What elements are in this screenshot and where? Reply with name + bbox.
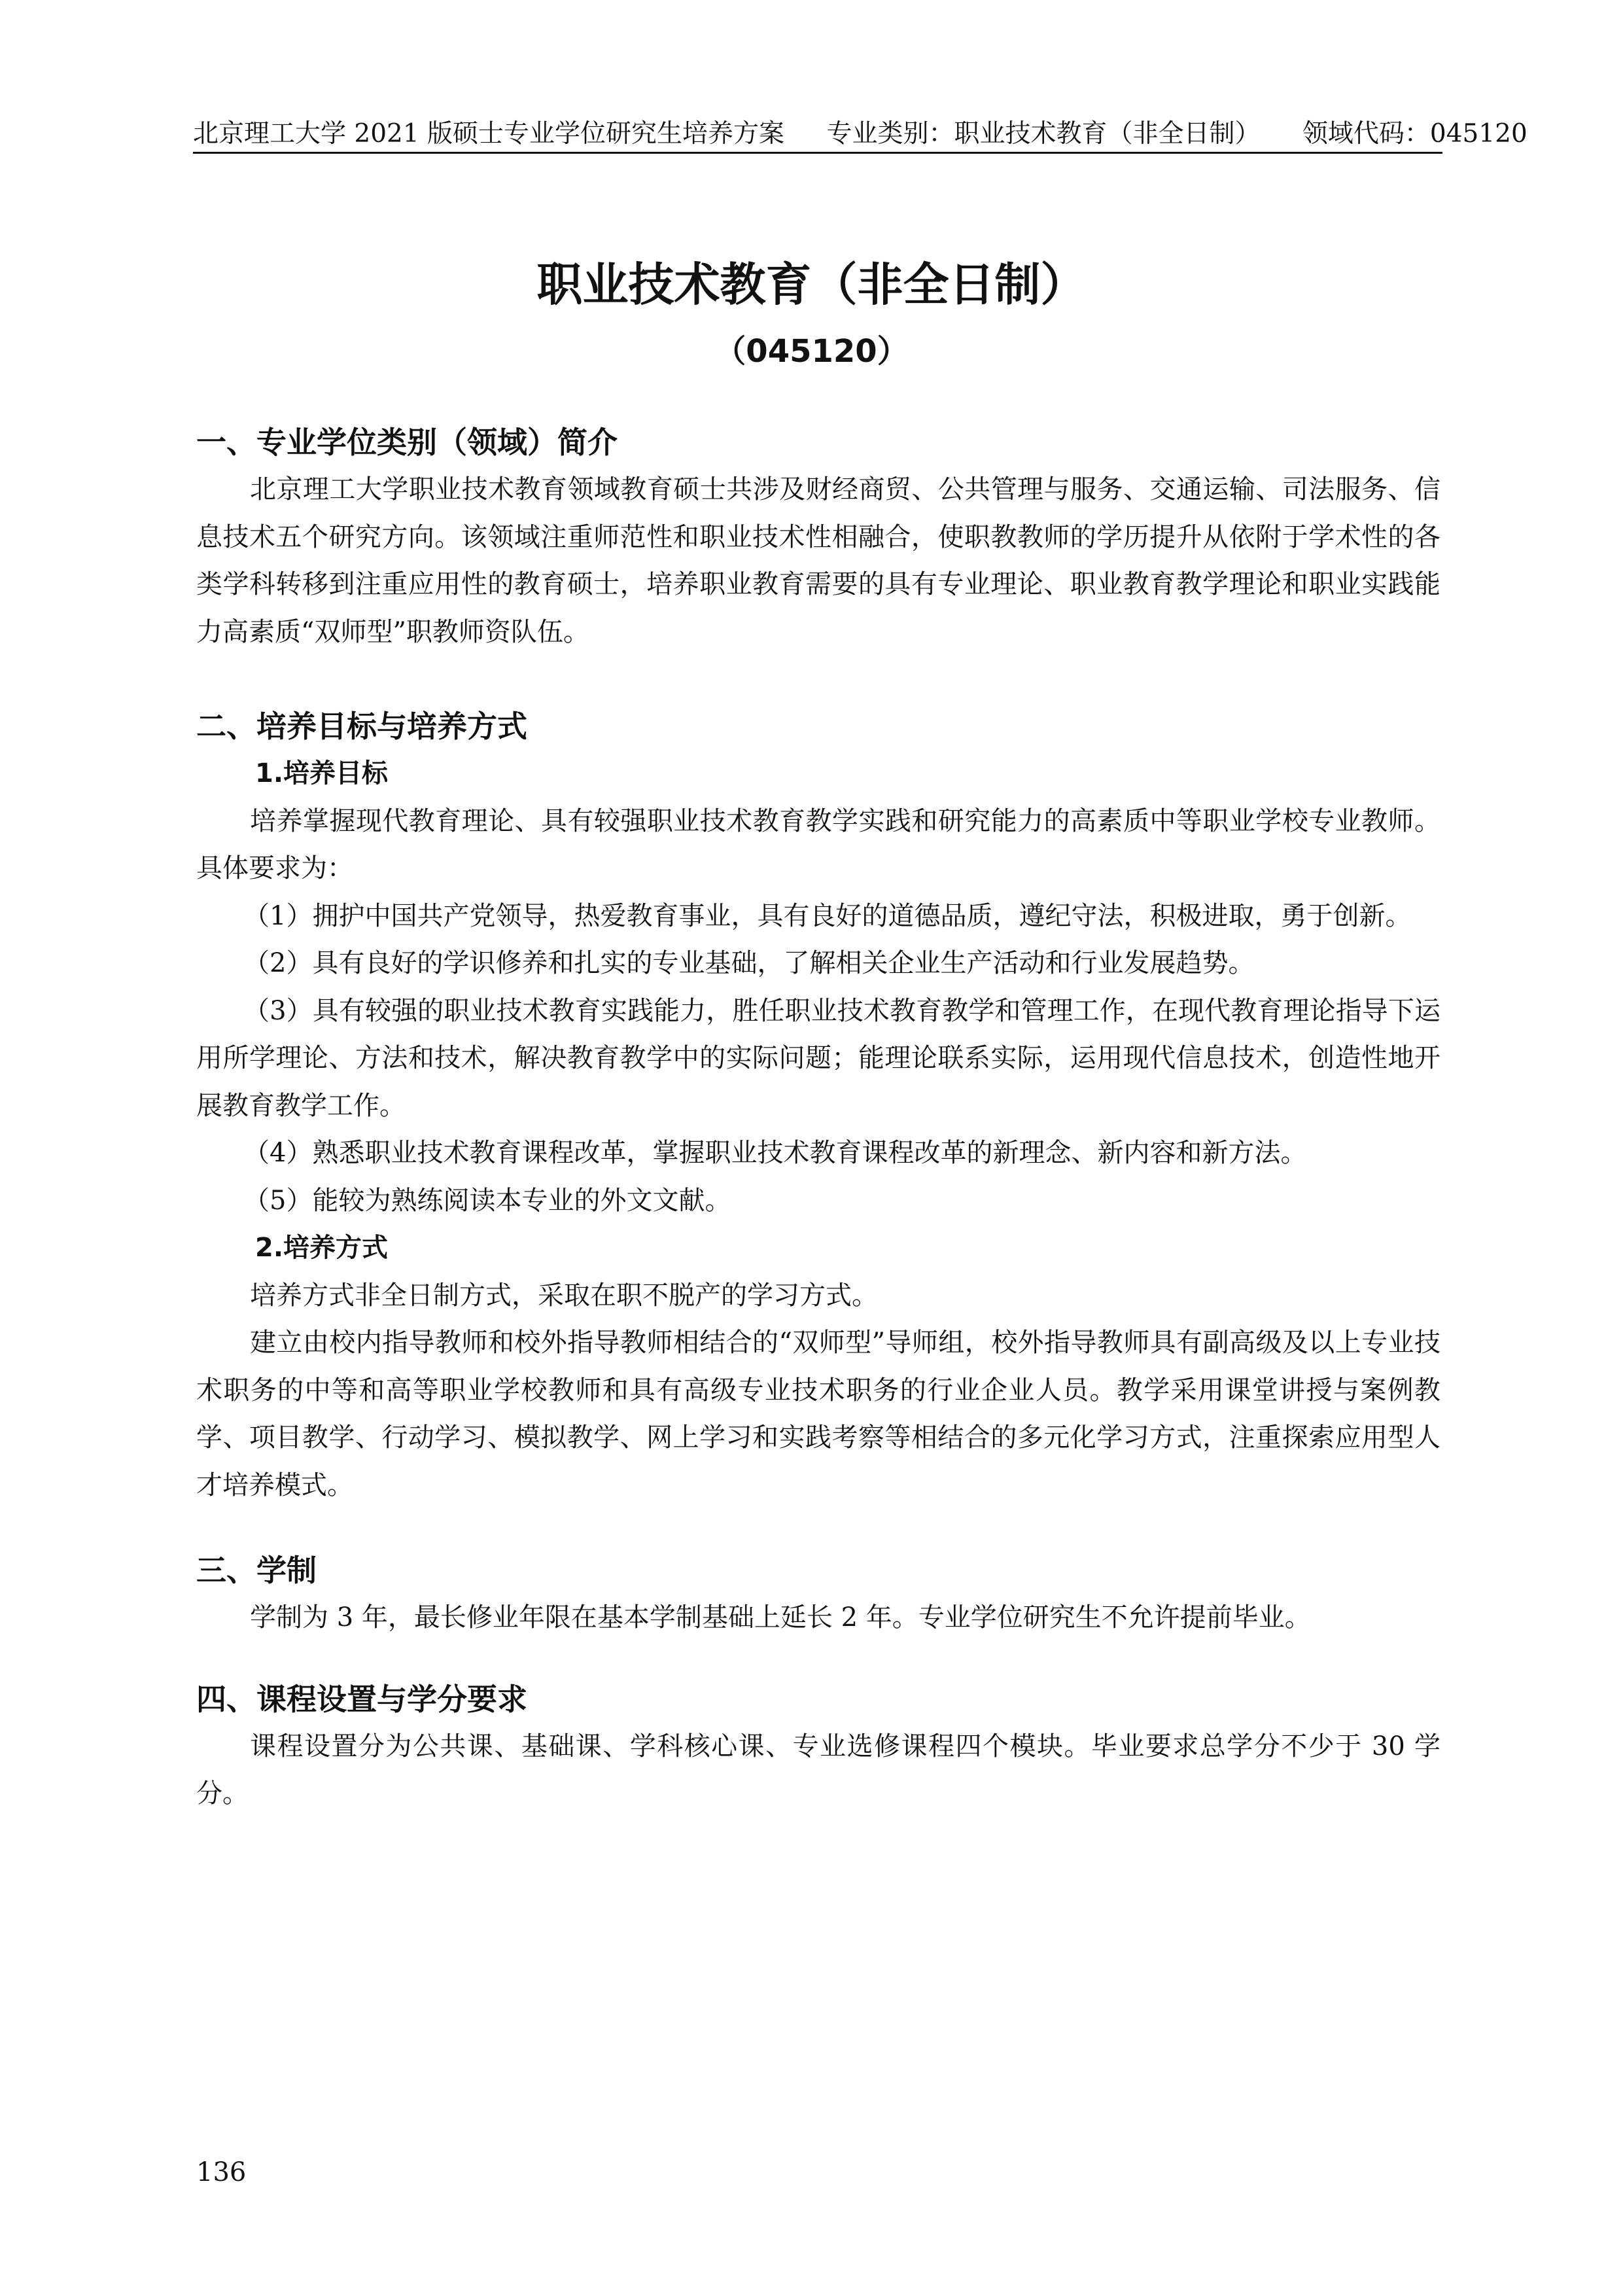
spacer xyxy=(196,656,1440,703)
list-item: （2）具有良好的学识修养和扎实的专业基础，了解相关企业生产活动和行业发展趋势。 xyxy=(243,948,1255,978)
list-item: （4）熟悉职业技术教育课程改革，掌握职业技术教育课程改革的新理念、新内容和新方法。 xyxy=(243,1138,1307,1168)
list-item: （1）拥护中国共产党领导，热爱教育事业，具有良好的道德品质，遵纪守法，积极进取，勇于创新。 xyxy=(243,900,1412,931)
main-content xyxy=(196,419,1440,1818)
header-category: 专业类别：职业技术教育（非全日制） xyxy=(826,119,1261,149)
paragraph: 课程设置分为公共课、基础课、学科核心课、专业选修课程四个模块。毕业要求总学分不少于 30 学分。 xyxy=(196,1731,1440,1809)
page-title: 职业技术教育（非全日制） xyxy=(536,258,1087,311)
list-item: （5）能较为熟练阅读本专业的外文文献。 xyxy=(243,1185,731,1216)
paragraph: 培养方式非全日制方式，采取在职不脱产的学习方式。 xyxy=(250,1280,878,1311)
spacer xyxy=(196,1509,1440,1547)
header-doc-title: 北京理工大学 2021 版硕士专业学位研究生培养方案 xyxy=(193,119,785,149)
section-heading-objectives: 二、培养目标与培养方式 xyxy=(196,709,527,744)
paragraph: 北京理工大学职业技术教育领域教育硕士共涉及财经商贸、公共管理与服务、交通运输、司法服务、信息技术五个研究方向。该领域注重师范性和职业技术性相融合，使职教教师的学历提升从依附于学术性的各类学科转移到注重应用性的教育硕士，培养职业教育需要的具有专业理论、职业教育教学理论和职业实践能力高素质“双师型”职教师资队伍。 xyxy=(196,474,1440,647)
paragraph: 建立由校内指导教师和校外指导教师相结合的“双师型”导师组，校外指导教师具有副高级及以上专业技术职务的中等和高等职业学校教师和具有高级专业技术职务的行业企业人员。教学采用课堂讲授与案例教学、项目教学、行动学习、模拟教学、网上学习和实践考察等相结合的多元化学习方式，注重探索应用型人才培养模式。 xyxy=(196,1328,1440,1500)
section-heading-curriculum: 四、课程设置与学分要求 xyxy=(196,1681,527,1717)
subheading-training-mode: 2.培养方式 xyxy=(255,1233,389,1263)
running-header xyxy=(193,116,1527,154)
section-heading-duration: 三、学制 xyxy=(196,1553,317,1588)
paragraph: 学制为 3 年，最长修业年限在基本学制基础上延长 2 年。专业学位研究生不允许提前毕业。 xyxy=(250,1602,1311,1633)
spacer xyxy=(196,1642,1440,1676)
paragraph: 培养掌握现代教育理论、具有较强职业技术教育教学实践和研究能力的高素质中等职业学校专业教师。具体要求为： xyxy=(196,805,1440,883)
subheading-objectives: 1.培养目标 xyxy=(255,758,389,788)
header-field-code: 领域代码：045120 xyxy=(1302,119,1527,149)
section-heading-intro: 一、专业学位类别（领域）简介 xyxy=(196,425,618,460)
field-code: （045120） xyxy=(714,333,909,370)
list-item: （3）具有较强的职业技术教育实践能力，胜任职业技术教育教学和管理工作，在现代教育理论指导下运用所学理论、方法和技术，解决教育教学中的实际问题；能理论联系实际，运用现代信息技术，创造性地开展教育教学工作。 xyxy=(196,995,1440,1121)
page-number: 136 xyxy=(196,2157,247,2187)
